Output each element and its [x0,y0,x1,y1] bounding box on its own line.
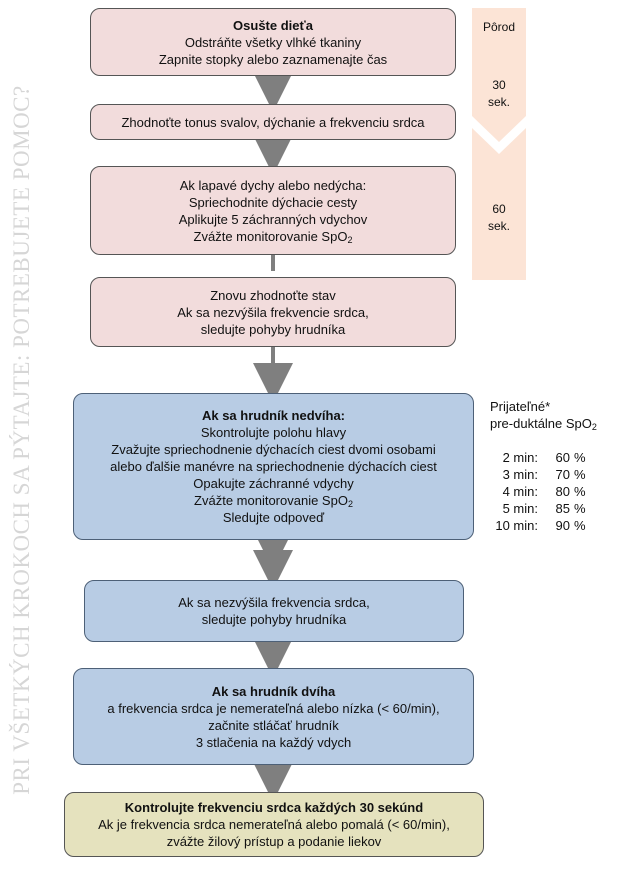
spo2-time: 2 min: [502,450,538,465]
step-dry-baby-line: Odstráňte všetky vlhké tkaniny [184,34,362,50]
step-chest-not-moving-line: alebo ďalšie manévre na spriechodnenie dýchacích ciest [110,459,437,474]
spo2-subheading [490,415,597,432]
spo2-subscript: 2 [347,499,353,509]
side-reminder-text: PRI VŠETKÝCH KROKOCH SA PÝTAJTE: POTREBUJETE POMOC? [9,85,34,795]
step-check-hr-box [64,792,484,857]
step-check-hr-line: zvážte žilový prístup a podanie liekov [166,834,382,849]
step-hr-not-increased-line: sledujte pohyby hrudníka [201,612,347,627]
spo2-row [490,483,597,500]
step-check-hr-line: Ak je frekvencia srdca nemerateľná alebo pomalá (< 60/min), [98,817,450,832]
spo2-value: 60 [555,450,570,465]
spo2-time: 10 min: [495,518,538,533]
step-check-hr-title: Kontrolujte frekvenciu srdca každých 30 sekúnd [124,800,424,815]
spo2-label: Zvážte monitorovanie SpO [193,228,348,244]
spo2-subheading-sub: 2 [591,422,597,432]
step-assess-line: Zhodnoťte tonus svalov, dýchanie a frekvenciu srdca [121,114,425,130]
spo2-value: 80 [555,484,570,499]
spo2-unit: % [574,484,586,499]
step-reassess-line: sledujte pohyby hrudníka [200,321,346,337]
step-dry-baby-box [90,8,456,76]
spo2-row [490,466,597,483]
step-hr-not-increased-line: Ak sa nezvýšila frekvencia srdca, [178,595,370,610]
spo2-label: Zvážte monitorovanie SpO [194,493,348,508]
step-assess-box [90,104,456,140]
step-chest-not-moving-line: Sledujte odpoveď [222,510,325,525]
step-chest-moving-box [73,668,474,765]
timeline-60-unit: sek. [487,219,510,233]
spo2-row [490,449,597,466]
step-reassess-line: Ak sa nezvýšila frekvencie srdca, [177,304,369,320]
step-chest-moving-line: 3 stlačenia na každý vdych [195,734,352,750]
step-airway-box [90,166,456,255]
step-hr-not-increased-box [84,580,464,642]
spo2-subheading-text: pre-duktálne SpO [490,416,592,431]
spo2-unit: % [574,501,586,516]
spo2-subscript: 2 [347,234,353,245]
spo2-unit: % [574,518,586,533]
step-dry-baby-line: Zapnite stopky alebo zaznamenajte čas [158,51,388,67]
step-airway-line: Ak lapavé dychy alebo nedýcha: [179,177,367,193]
step-chest-moving-title: Ak sa hrudník dvíha [211,683,336,699]
spo2-unit: % [574,450,586,465]
spo2-row [490,517,597,534]
step-chest-moving-line: a frekvencia srdca je nemerateľná alebo nízka (< 60/min), [107,700,440,716]
step-airway-line: Aplikujte 5 záchranných vdychov [178,211,368,227]
step-airway-line: Spriechodnite dýchacie cesty [188,194,358,210]
timeline-30-label: 30 [492,78,506,92]
step-chest-not-moving-line [194,492,353,509]
step-dry-baby-title: Osušte dieťa [233,17,313,33]
spo2-value: 90 [555,518,570,533]
timeline-birth-label: Pôrod [482,20,516,34]
timeline-60-label: 60 [492,202,506,216]
spo2-targets [490,398,597,534]
step-chest-not-moving-box [73,393,474,540]
step-chest-not-moving-line: Opakujte záchranné vdychy [193,476,354,491]
spo2-time: 5 min: [502,501,538,516]
spo2-row [490,500,597,517]
spo2-time: 4 min: [502,484,538,499]
spo2-time: 3 min: [502,467,538,482]
step-chest-moving-line: začnite stláčať hrudník [208,717,339,733]
step-reassess-line: Znovu zhodnoťte stav [210,287,336,303]
step-chest-not-moving-line: Zvažujte spriechodnenie dýchacích ciest dvomi osobami [111,442,436,457]
step-chest-not-moving-title: Ak sa hrudník nedvíha: [201,408,346,423]
step-airway-line [194,228,353,245]
spo2-value: 85 [555,501,570,516]
spo2-heading: Prijateľné* [490,399,551,414]
step-reassess-box [90,277,456,347]
timeline-30-unit: sek. [487,95,510,109]
spo2-unit: % [574,467,586,482]
spo2-value: 70 [555,467,570,482]
step-chest-not-moving-line: Skontrolujte polohu hlavy [200,425,347,440]
